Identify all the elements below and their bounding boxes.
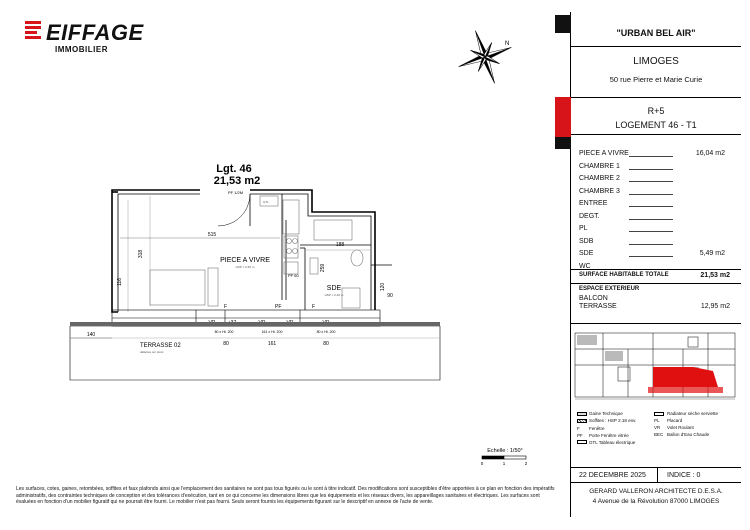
dim-80b: 80 xyxy=(323,341,329,347)
pf-top-code: PF 1/2M xyxy=(228,190,244,195)
logo-subtitle: IMMOBILIER xyxy=(55,45,108,54)
scale-tick-0: 0 xyxy=(480,461,484,466)
room-dots xyxy=(629,181,673,182)
sde-label: SDE xyxy=(326,285,342,292)
project-name: "URBAN BEL AIR" xyxy=(616,28,696,38)
legend-radiateur: Radiateur sèche serviette xyxy=(667,411,719,416)
pf-code: PF xyxy=(275,304,282,310)
piece-sub: HSP = 2.50 m xyxy=(235,265,255,269)
room-area: 16,04 m2 xyxy=(695,150,725,157)
room-dots xyxy=(629,169,673,170)
room-dots xyxy=(629,206,673,207)
dim-80a: 80 xyxy=(223,341,229,347)
dim-120: 120 xyxy=(380,282,386,292)
logo-brand: EIFFAGE xyxy=(46,20,144,45)
room-row xyxy=(579,163,735,176)
terrasse-sub: dallettes sur plots xyxy=(140,350,164,354)
room-dots xyxy=(629,231,673,232)
room-dots xyxy=(629,219,673,220)
legend-pl-code: PL xyxy=(654,418,660,423)
f2-code: F xyxy=(312,304,316,310)
room-list xyxy=(571,138,741,268)
room-row xyxy=(579,225,735,238)
project-city: LIMOGES xyxy=(633,56,679,67)
scale-label: Echelle : 1/50° xyxy=(487,448,523,454)
legend-vr-code: VR xyxy=(654,425,661,430)
dim-188: 188 xyxy=(335,242,345,248)
plan-date: 22 DECEMBRE 2025 xyxy=(579,472,646,479)
room-dots xyxy=(629,244,673,245)
exterior-terrasse-area: 12,95 m2 xyxy=(700,303,730,310)
unit-logement: LOGEMENT 46 - T1 xyxy=(615,120,697,130)
room-dots xyxy=(629,156,673,157)
project-address: 50 rue Pierre et Marie Curie xyxy=(609,75,703,84)
room-name: PL xyxy=(579,225,588,232)
legend-gaine: Gaine Technique xyxy=(589,411,623,416)
opening-size-3: 80 x Ht. 200 xyxy=(316,330,336,334)
title-block xyxy=(570,12,740,517)
room-row xyxy=(579,200,735,213)
dim-116: 116 xyxy=(117,278,123,286)
scale-tick-1: 1 xyxy=(502,461,506,466)
room-area: 5,49 m2 xyxy=(699,250,725,257)
plan-index: INDICE : 0 xyxy=(667,472,701,479)
room-name: DEGT. xyxy=(579,212,600,220)
scale-tick-2: 2 xyxy=(524,461,528,466)
lgt-area: 21,53 m2 xyxy=(213,175,261,187)
dim-140: 140 xyxy=(86,332,96,338)
exterior-balcon: BALCON xyxy=(579,295,608,302)
room-name: CHAMBRE 2 xyxy=(579,175,620,182)
opening-size-1: 80 x Ht. 200 xyxy=(214,330,234,334)
legend-bec: Ballon d'Eau Chaude xyxy=(667,432,710,437)
unit-level: R+5 xyxy=(647,106,665,116)
room-name: SDE xyxy=(579,250,594,257)
legend-volet: Volet Roulant xyxy=(667,425,694,430)
legend-pf: Porte Fenêtre vitrée xyxy=(589,433,629,438)
architect-address: 4 Avenue de la Révolution 87000 LIMOGES xyxy=(592,498,720,505)
dim-318: 318 xyxy=(138,249,144,259)
lgt-number: Lgt. 46 xyxy=(216,163,252,175)
dim-515: 515 xyxy=(207,232,217,238)
room-dots xyxy=(629,256,673,257)
room-row xyxy=(579,175,735,188)
gtl-label: GTL xyxy=(263,200,269,204)
exterior-title: ESPACE EXTERIEUR xyxy=(579,286,640,292)
compass-north-label: N xyxy=(505,41,510,47)
key-plan xyxy=(573,327,739,409)
disclaimer: Les surfaces, cotes, gaines, retombées, soffites et faux plafonds ainsi que l'emplacement des sanitaires ne sont pas tous figurés ou le sont à titre indicatif. Des modifications sont susceptibles d'être apportées à ce plan en fonction des impératifs administratifs, des contraintes techniques de conception et des tolérances d'exécution, tant en ce qui concerne les dimensions libres que les équipements et les réseaux divers, les appareillages sanitaires et électriques. Les surfaces sont évaluées en fonction d'un mobilier figuratif qui ne pourrait être fourni. Le mobilier n'est pas fourni. Seuls seront fournis les équipements figurant sur le descriptif en annexe de l'acte de vente. xyxy=(16,486,555,505)
legend-gtl: GTL Tableau électrique xyxy=(589,440,636,445)
room-row xyxy=(579,188,735,201)
legend-f-code: F xyxy=(577,426,580,431)
room-name: WC xyxy=(579,262,591,270)
piece-label: PIECE A VIVRE xyxy=(220,257,270,264)
dim-161: 161 xyxy=(267,341,277,347)
room-name: PIECE A VIVRE xyxy=(579,150,629,157)
room-name: ENTREE xyxy=(579,200,608,207)
total-value: 21,53 m2 xyxy=(700,272,730,279)
room-row xyxy=(579,250,735,263)
room-dots xyxy=(629,194,673,195)
legend-pf-code: PF xyxy=(577,433,583,438)
room-name: CHAMBRE 3 xyxy=(579,187,620,195)
room-row xyxy=(579,150,735,163)
legend-placard: Placard xyxy=(667,418,683,423)
terrasse-label: TERRASSE 02 xyxy=(140,343,181,349)
total-label: SURFACE HABITABLE TOTALE xyxy=(579,272,669,278)
room-name: CHAMBRE 1 xyxy=(579,162,620,170)
legend xyxy=(571,410,741,470)
sde-sub: HSP = 2.40 m xyxy=(324,293,344,297)
dim-259: 259 xyxy=(320,263,326,273)
legend-soffites: Soffites : HSP 2.18 env. xyxy=(589,418,637,423)
room-row xyxy=(579,238,735,251)
dim-90: 90 xyxy=(387,293,393,299)
exterior-terrasse: TERRASSE xyxy=(579,303,617,310)
architect-name: GERARD VALLERON ARCHITECTE D.E.S.A. xyxy=(589,488,723,495)
pf-vr-code: PF 60 xyxy=(288,273,299,278)
room-name: SDB xyxy=(579,237,594,245)
room-row xyxy=(579,213,735,226)
legend-bec-code: BEC xyxy=(654,432,664,437)
opening-size-2: 161 x Ht. 200 xyxy=(261,330,283,334)
legend-fenetre: Fenêtre xyxy=(589,426,605,431)
f-code: F xyxy=(224,304,228,310)
